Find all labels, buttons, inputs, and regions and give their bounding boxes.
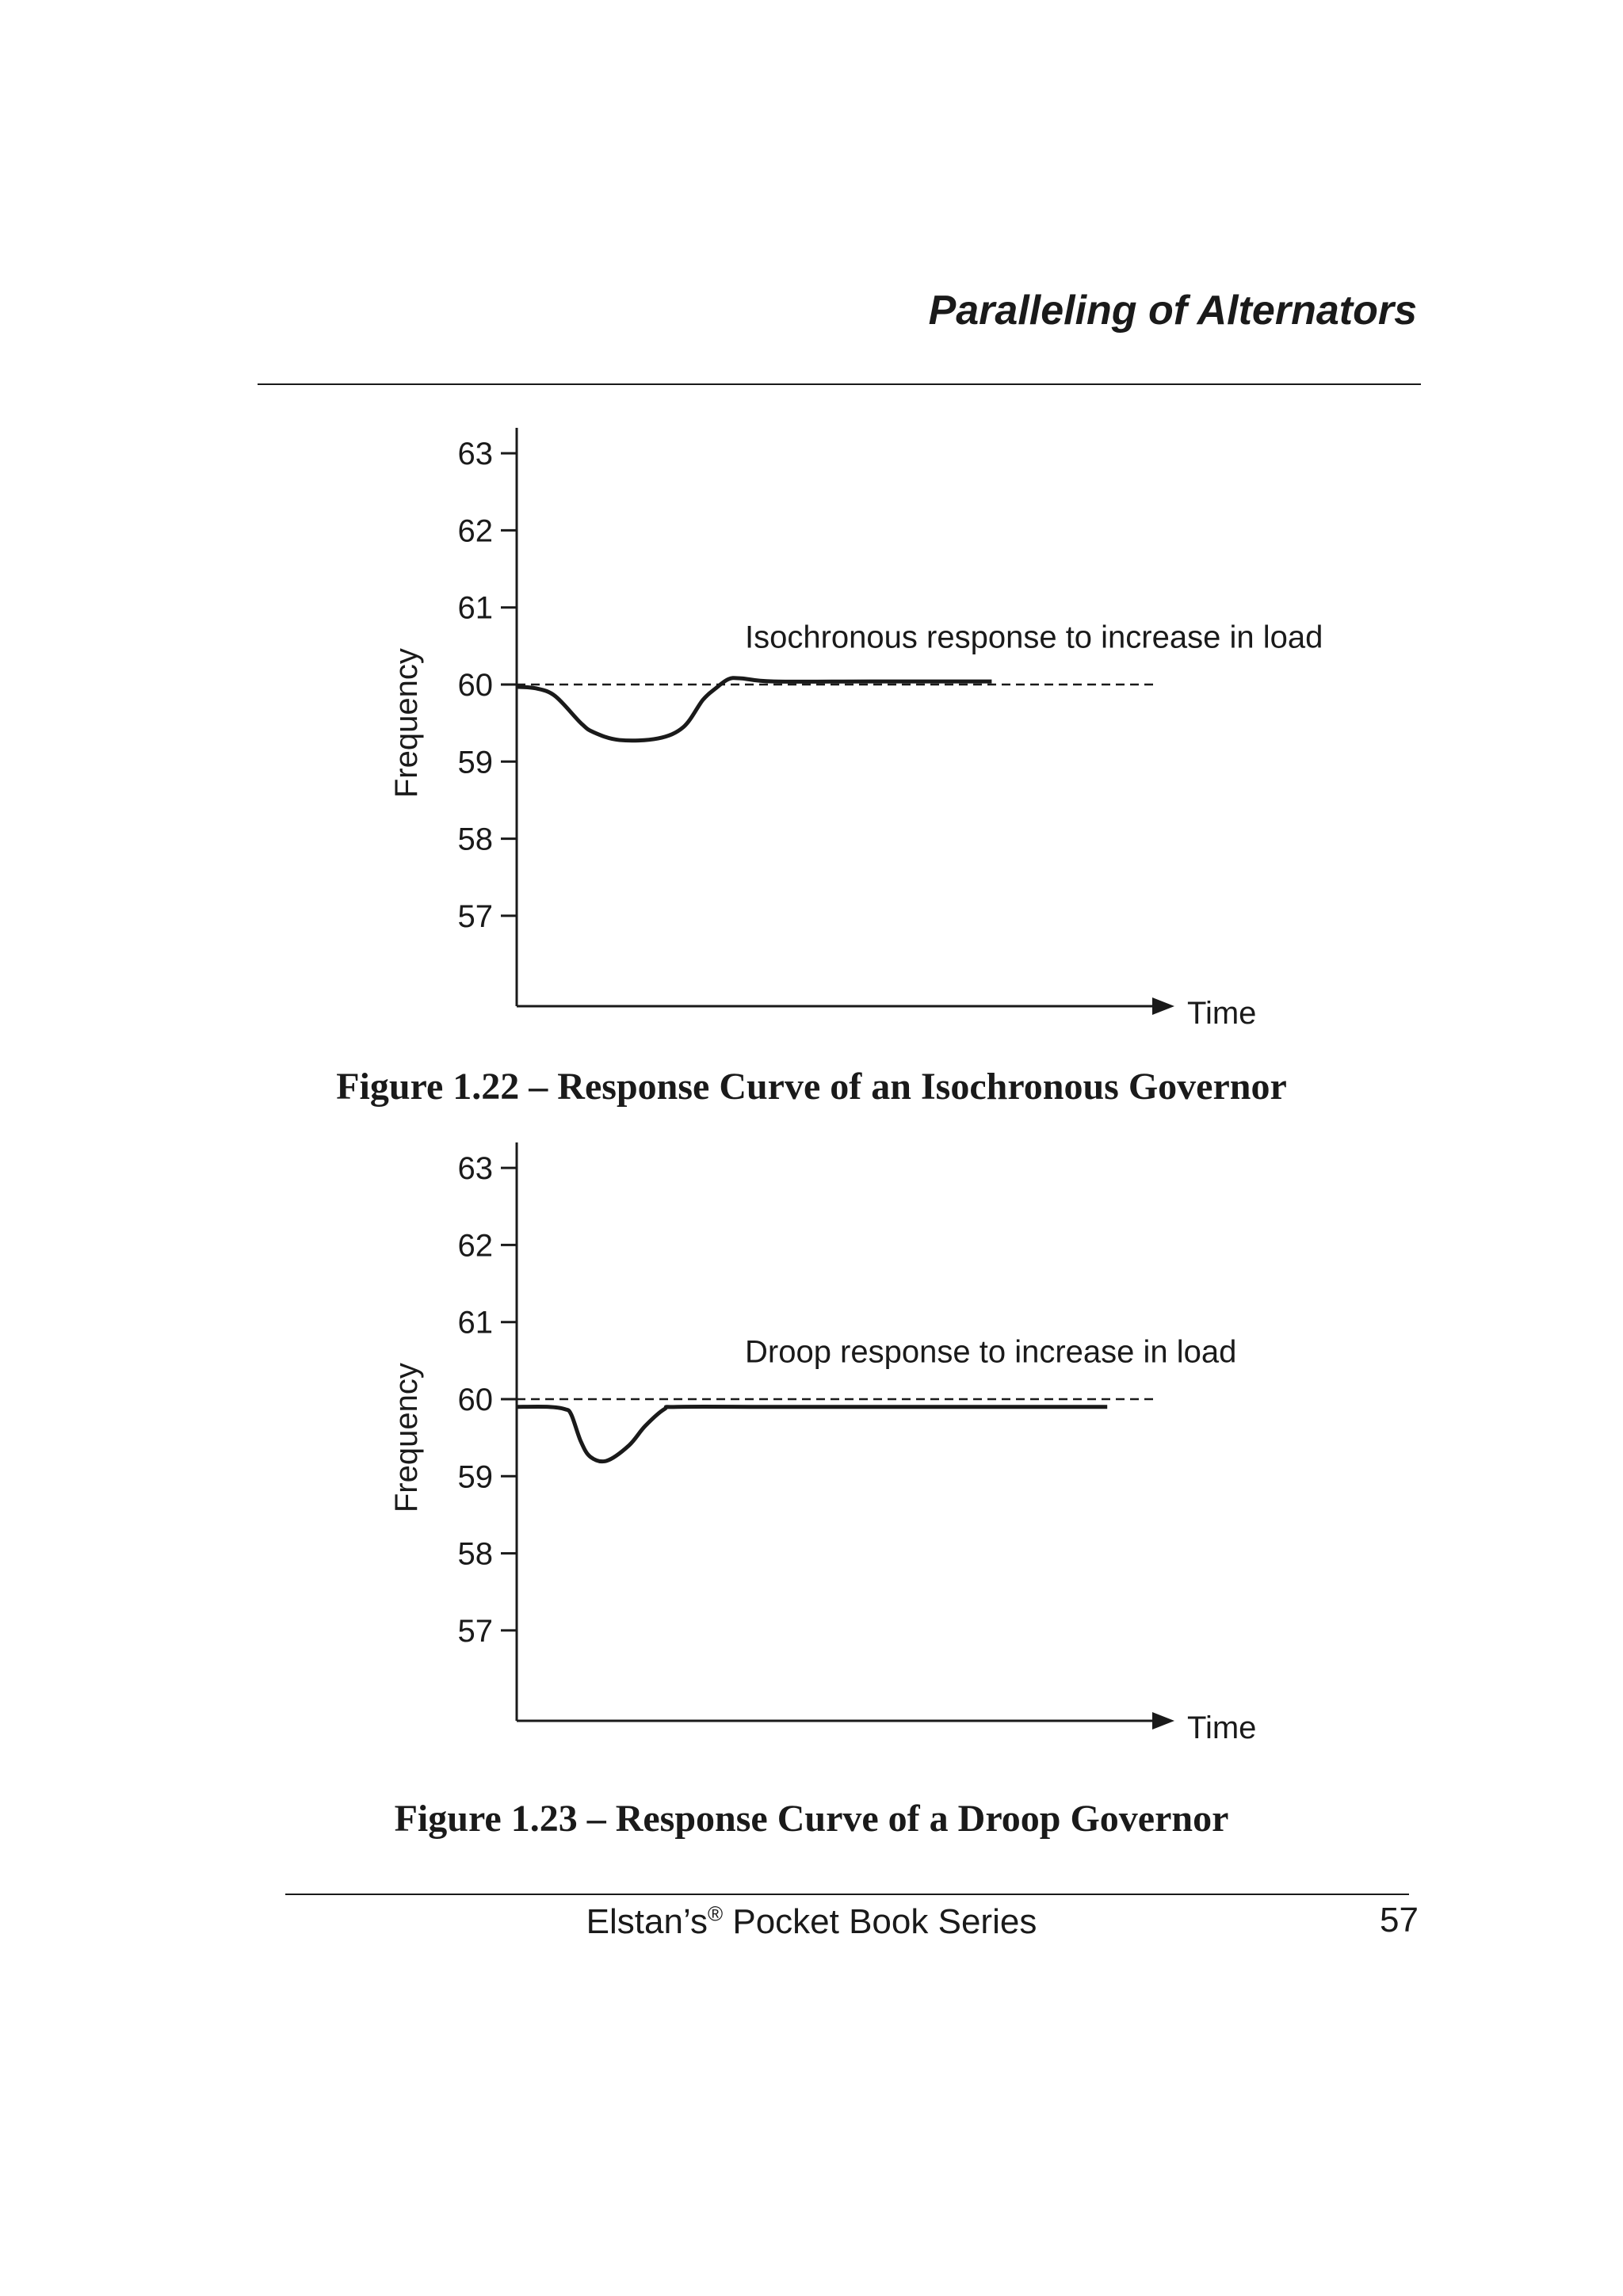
y-tick-label: 60 xyxy=(457,1383,493,1417)
header-rule xyxy=(258,383,1421,385)
y-axis-label: Frequency xyxy=(389,648,424,799)
response-curve xyxy=(517,678,991,741)
y-tick-label: 59 xyxy=(457,745,493,780)
y-tick-label: 58 xyxy=(457,822,493,857)
y-tick-label: 60 xyxy=(457,668,493,703)
figure-1-23-chart xyxy=(0,1127,1623,1760)
footer-rule xyxy=(285,1894,1409,1895)
x-axis-label: Time xyxy=(1187,1711,1257,1745)
footer-series-name: Elstan’s xyxy=(586,1902,708,1941)
response-annotation: Droop response to increase in load xyxy=(745,1334,1237,1370)
response-annotation: Isochronous response to increase in load xyxy=(745,620,1323,655)
figure-1-22-caption: Figure 1.22 – Response Curve of an Isochronous Governor xyxy=(336,1066,1287,1108)
y-axis-label: Frequency xyxy=(389,1363,424,1513)
y-tick-label: 58 xyxy=(457,1536,493,1572)
x-axis-label: Time xyxy=(1187,996,1257,1031)
y-tick-label: 62 xyxy=(457,513,493,549)
figure-1-22-chart xyxy=(0,412,1623,1046)
page-number: 57 xyxy=(1380,1901,1419,1939)
registered-mark: ® xyxy=(707,1901,724,1926)
y-tick-label: 63 xyxy=(457,1151,493,1187)
y-tick-label: 57 xyxy=(457,1613,493,1649)
footer-series-suffix: Pocket Book Series xyxy=(723,1902,1037,1941)
y-tick-label: 59 xyxy=(457,1459,493,1495)
y-tick-label: 61 xyxy=(457,1305,493,1341)
x-axis-arrowhead xyxy=(1152,997,1174,1015)
figure-1-23-caption: Figure 1.23 – Response Curve of a Droop Governor xyxy=(394,1798,1229,1840)
y-tick-label: 62 xyxy=(457,1228,493,1264)
response-curve xyxy=(517,1407,1107,1462)
y-tick-label: 61 xyxy=(457,590,493,626)
y-tick-label: 57 xyxy=(457,898,493,934)
y-tick-label: 63 xyxy=(457,437,493,472)
running-header-title: Paralleling of Alternators xyxy=(928,288,1417,334)
x-axis-arrowhead xyxy=(1152,1712,1174,1730)
